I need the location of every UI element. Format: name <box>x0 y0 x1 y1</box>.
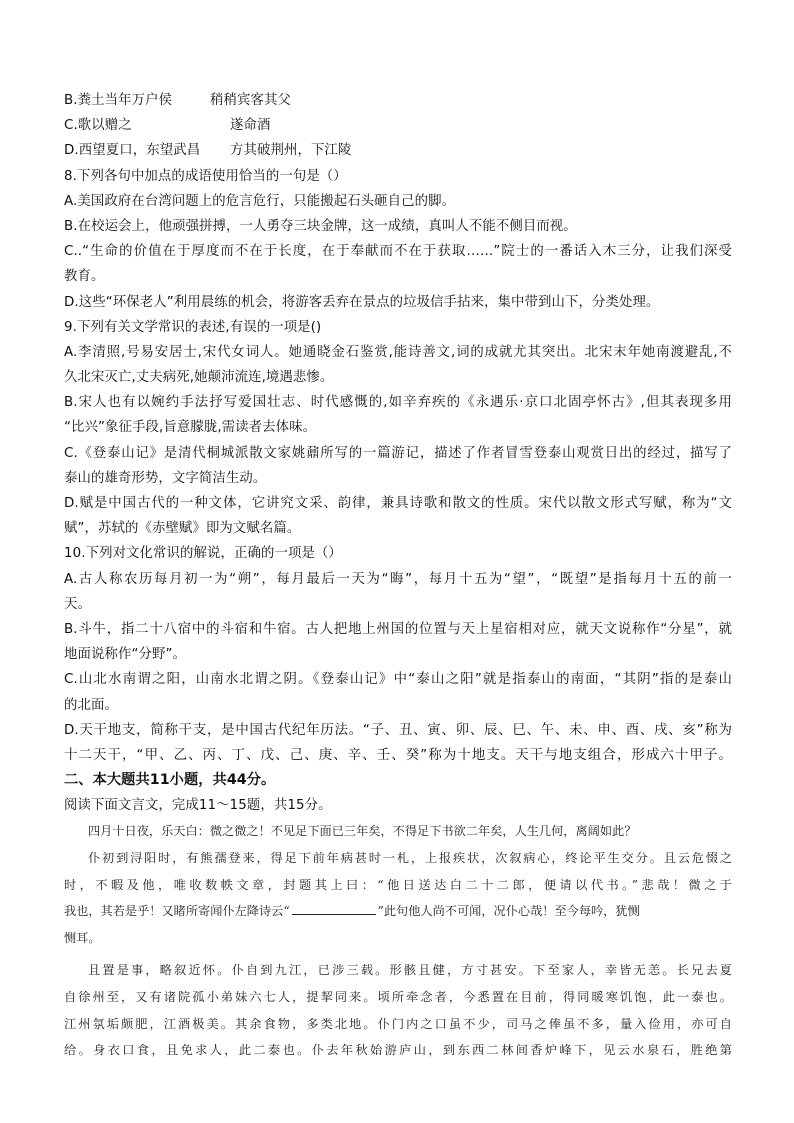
passage-p1-line3: 时，不暇及他，唯收数帙文章，封题其上曰：“他日送达白二十二郎，便请以代书。”悲哉！微之于 <box>64 877 732 892</box>
question-10-option-d-line1: D.天干地支，简称干支，是中国古代纪年历法。“子、丑、寅、卯、辰、巳、午、未、申、酉、戌、亥”称为 <box>64 722 732 738</box>
q7-option-d <box>64 138 732 163</box>
question-10-option-c-line2: 的北面。 <box>64 697 118 713</box>
q7-option-c <box>64 113 732 138</box>
question-9-option-a-line1: A.李清照,号易安居士,宋代女词人。她通晓金石鉴赏,能诗善文,词的成就尤其突出。北宋末年她南渡避乱,不 <box>64 344 732 360</box>
question-9-option-c-line2: 泰山的雄奇形势，文字简洁生动。 <box>64 470 267 486</box>
question-8-option-b: B.在校运会上，他顽强拼搏，一人勇夺三块金牌，这一成绩，真叫人不能不侧目而视。 <box>64 218 577 234</box>
passage-p1-line5: 恻耳。 <box>64 930 101 945</box>
question-9-option-b-line2: “比兴”象征手段,旨意朦胧,需读者去体味。 <box>64 420 317 436</box>
passage-p2-line2: 自徐州至，又有诸院孤小弟妹六七人，提挈同来。顷所牵念者，今悉置在目前，得同暖寒饥饱，此一泰也。 <box>64 990 732 1004</box>
passage-p2-line3: 江州氛垢颇肥，江酒极美。其余食物，多类北地。仆门内之口虽不少，司马之俸虽不多，量入俭用，亦可自 <box>64 1016 732 1031</box>
fill-in-blank[interactable] <box>292 902 376 915</box>
question-8-option-a: A.美国政府在台湾问题上的危言危行，只能搬起石头砸自己的脚。 <box>64 193 456 209</box>
passage-p1-line4-head: 我也，其若是乎！又睹所寄闻仆左降诗云“ <box>64 904 290 919</box>
question-10-option-b-line1: B.斗牛，指二十八宿中的斗宿和牛宿。古人把地上州国的位置与天上星宿相对应，就天文说称作“分星”，就 <box>64 621 732 637</box>
q7-option-b-right: 稍稍宾客其父 <box>210 93 291 108</box>
q7-option-b <box>64 88 732 113</box>
document-page <box>64 88 732 1064</box>
question-9-option-b-line1: B.宋人也有以婉约手法抒写爱国壮志、时代感慨的,如辛弃疾的《永遇乐·京口北固亭怀古》,但其表现多用 <box>64 395 732 411</box>
question-9-option-a-line2: 久北宋灭亡,丈夫病死,她颠沛流连,境遇悲惨。 <box>64 370 334 386</box>
passage-p1-line2: 仆初到浔阳时，有熊孺登来，得足下前年病甚时一札，上报疾状，次叙病心，终论平生交分。且云危惙之 <box>88 851 732 866</box>
question-10-stem: 10.下列对文化常识的解说，正确的一项是（） <box>64 546 342 562</box>
passage-p2-line1: 且置是事，略叙近怀。仆自到九江，已涉三载。形骸且健，方寸甚安。下至家人，幸皆无恙。长兄去夏 <box>88 963 732 978</box>
q7-option-c-left: C.歌以赠之 <box>64 118 132 134</box>
question-10-option-d-line2: 十二天干，“甲、乙、丙、丁、戊、己、庚、辛、壬、癸”称为十地支。天干与地支组合，形成六十甲子。 <box>64 747 732 763</box>
question-8-option-c-line1: C..“生命的价值在于厚度而不在于长度，在于奉献而不在于获取……”院士的一番话入木三分，让我们深受 <box>64 244 732 260</box>
passage-p2-line4: 给。身衣口食，且免求人，此二泰也。仆去年秋始游庐山，到东西二林间香炉峰下，见云水泉石，胜绝第 <box>64 1043 732 1058</box>
question-9-stem: 9.下列有关文学常识的表述,有误的一项是() <box>64 319 322 335</box>
question-10-option-a-line1: A.古人称农历每月初一为“朔”，每月最后一天为“晦”，每月十五为“望”，“既望”是指每月十五的前一 <box>64 571 732 587</box>
passage-p1-line4 <box>64 898 732 925</box>
section-2-instruction: 阅读下面文言文，完成11～15题，共15分。 <box>64 798 332 814</box>
question-9-option-c-line1: C.《登泰山记》是清代桐城派散文家姚鼐所写的一篇游记，描述了作者冒雪登泰山观赏日出的经过，描写了 <box>64 445 732 461</box>
q7-option-c-right: 遂命酒 <box>230 118 271 134</box>
question-9-option-d-line1: D.赋是中国古代的一种文体，它讲究文采、韵律，兼具诗歌和散文的性质。宋代以散文形式写赋，称为“文 <box>64 496 732 511</box>
question-10-option-c-line1: C.山北水南谓之阳，山南水北谓之阴。《登泰山记》中“泰山之阳”就是指泰山的南面，“其阴”指的是泰山 <box>64 672 732 688</box>
question-8-option-d: D.这些“环保老人”利用晨练的机会，将游客丢弃在景点的垃圾信手拈来，集中带到山下，分类处理。 <box>64 294 660 310</box>
question-9-option-d-line2: 赋”，苏轼的《赤壁赋》即为文赋名篇。 <box>64 521 301 537</box>
section-2-heading: 二、本大题共11小题，共44分。 <box>64 772 276 789</box>
q7-option-d-right: 方其破荆州，下江陵 <box>230 143 352 159</box>
q7-option-b-left: B.粪土当年万户侯 <box>64 93 173 108</box>
question-10-option-a-line2: 天。 <box>64 596 91 612</box>
q7-option-d-left: D.西望夏口，东望武昌 <box>64 143 201 159</box>
passage-p1-line4-tail: ”此句他人尚不可闻，况仆心哉！至今每吟，犹恻 <box>377 904 640 919</box>
passage-p1-line1: 四月十日夜，乐天白：微之微之！不见足下面已三年矣，不得足下书欲二年矣，人生几何，离阔如此？ <box>88 824 637 839</box>
question-10-option-b-line2: 地面说称作“分野”。 <box>64 647 186 663</box>
question-8-option-c-line2: 教育。 <box>64 269 105 285</box>
question-8-stem: 8.下列各句中加点的成语使用恰当的一句是（） <box>64 168 347 184</box>
